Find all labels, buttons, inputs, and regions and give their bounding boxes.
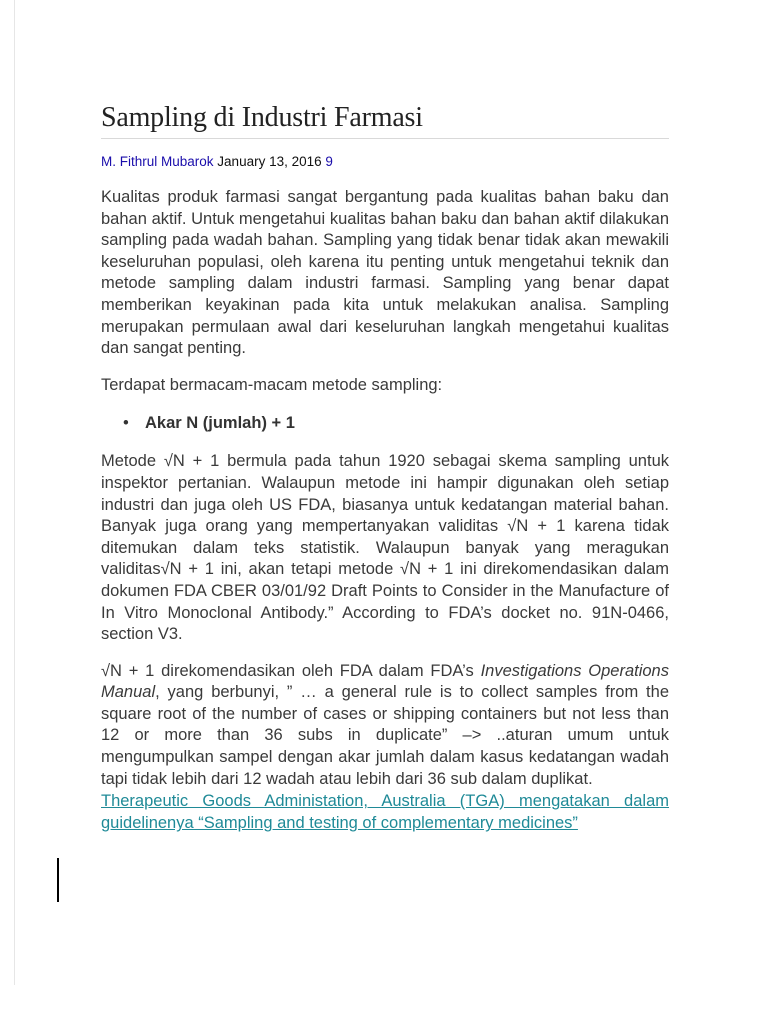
methods-list	[101, 412, 669, 434]
article-body	[101, 100, 669, 834]
tga-guideline-link[interactable]: Therapeutic Goods Administation, Australia (TGA) mengatakan dalam guidelinenya “Sampling and testing of complementary medicines”	[101, 792, 669, 833]
publish-date: January 13, 2016	[217, 154, 322, 169]
article-title: Sampling di Industri Farmasi	[101, 100, 669, 139]
fda-text-end: , yang berbunyi, ” … a general rule is to collect samples from the square root of the number of cases or shipping containers but not less than 12 or more than 36 subs in duplicate” –> ..aturan umum untuk mengumpulkan sampel dengan akar jumlah dalam kasus kedatangan wadah tapi tidak lebih dari 12 wadah atau lebih dari 36 sub dalam duplikat.	[101, 683, 669, 788]
author-link[interactable]: M. Fithrul Mubarok	[101, 154, 214, 169]
tga-paragraph	[101, 790, 669, 834]
methods-intro-paragraph: Terdapat bermacam-macam metode sampling:	[101, 375, 443, 394]
intro-paragraph: Kualitas produk farmasi sangat bergantung pada kualitas bahan baku dan bahan aktif. Untuk mengetahui kualitas bahan baku dan bahan aktif dilakukan sampling pada wadah bahan. Sampling yang tidak benar tidak akan mewakili keseluruhan populasi, oleh karena itu penting untuk mengetahui teknik dan metode sampling dalam industri farmasi. Sampling yang benar dapat memberikan keyakinan pada kita untuk melakukan analisa. Sampling merupakan permulaan awal dari keseluruhan langkah mengetahui kualitas dan sangat penting.	[101, 188, 669, 358]
bullet-icon: •	[123, 414, 129, 433]
fda-recommendation-paragraph	[101, 661, 669, 791]
manual-title: Investigations Operations Manual	[101, 661, 669, 702]
sqrt-n-history-paragraph: Metode √N + 1 bermula pada tahun 1920 sebagai skema sampling untuk inspektor pertanian. Walaupun metode ini hampir digunakan oleh setiap industri dan juga oleh US FDA, biasanya untuk kedatangan material bahan. Banyak juga orang yang mempertanyakan validitas √N + 1 karena tidak ditemukan dalam teks statistik. Walaupun banyak yang meragukan validitas√N + 1 ini, akan tetapi metode √N + 1 ini direkomendasikan dalam dokumen FDA CBER 03/01/92 Draft Points to Consider in the Manufacture of In Vitro Monoclonal Antibody.” According to FDA’s docket no. 91N-0466, section V3.	[101, 452, 669, 644]
page-left-edge	[14, 0, 15, 985]
text-cursor	[57, 858, 59, 902]
comments-count-link[interactable]: 9	[325, 154, 333, 169]
article-meta	[101, 153, 669, 171]
list-item	[101, 412, 669, 434]
fda-text-start: √N + 1 direkomendasikan oleh FDA dalam FDA’s	[101, 661, 481, 680]
list-item-label: Akar N (jumlah) + 1	[145, 414, 295, 433]
